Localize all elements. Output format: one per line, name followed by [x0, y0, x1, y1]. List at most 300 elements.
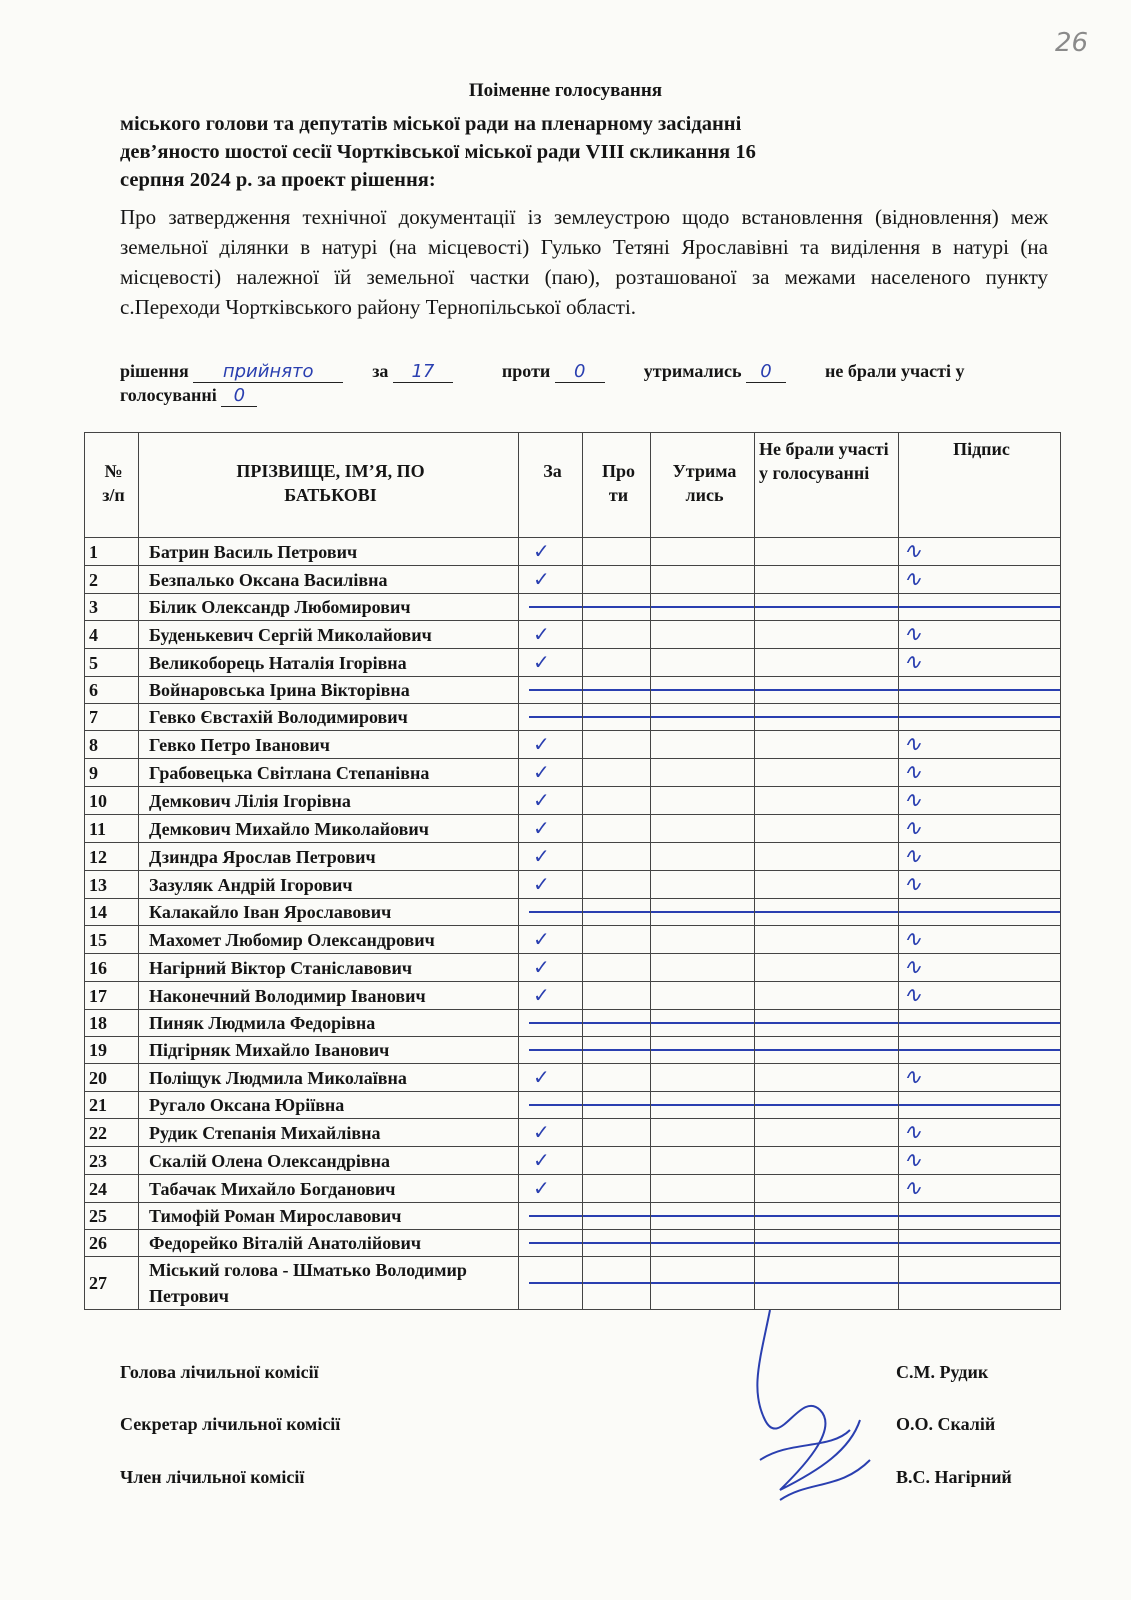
vote-against-cell	[583, 1147, 651, 1175]
row-number: 2	[85, 566, 139, 594]
deputy-name: Зазуляк Андрій Ігорович	[139, 871, 519, 899]
checkmark-icon: ✓	[533, 844, 550, 868]
vote-for-cell	[519, 982, 583, 1010]
not-voted-cell	[755, 954, 899, 982]
absent-dash-line	[529, 606, 583, 608]
vote-for-cell	[519, 1092, 583, 1119]
vote-for-cell	[519, 843, 583, 871]
not-voted-cell	[755, 1175, 899, 1203]
table-row	[85, 704, 1061, 731]
not-voted-cell	[755, 1147, 899, 1175]
absent-dash-line	[583, 1022, 651, 1024]
row-number: 11	[85, 815, 139, 843]
against-value: 0	[555, 362, 605, 383]
table-row	[85, 1092, 1061, 1119]
deputy-name: Войнаровська Ірина Вікторівна	[139, 677, 519, 704]
handwritten-signature-icon: ∿	[903, 759, 922, 785]
signature-cell	[899, 871, 1061, 899]
checkmark-icon: ✓	[533, 1120, 550, 1144]
checkmark-icon: ✓	[533, 650, 550, 674]
absent-dash-line	[755, 911, 899, 913]
deputy-name: Демкович Михайло Миколайович	[139, 815, 519, 843]
abstained-cell	[651, 787, 755, 815]
table-row	[85, 731, 1061, 759]
row-number: 23	[85, 1147, 139, 1175]
handwritten-signature-icon: ∿	[903, 843, 922, 869]
deputy-name: Ругало Оксана Юріївна	[139, 1092, 519, 1119]
header-line: серпня 2024 р. за проект рішення:	[120, 169, 436, 191]
not-voted-cell	[755, 621, 899, 649]
abstained-value: 0	[746, 362, 786, 383]
row-number: 7	[85, 704, 139, 731]
absent-dash-line	[583, 1215, 651, 1217]
vote-against-cell	[583, 1119, 651, 1147]
vote-for-cell	[519, 899, 583, 926]
checkmark-icon: ✓	[533, 927, 550, 951]
absent-dash-line	[899, 716, 1061, 718]
signature-cell	[899, 1230, 1061, 1257]
abstained-cell	[651, 566, 755, 594]
abstained-cell	[651, 731, 755, 759]
row-number: 13	[85, 871, 139, 899]
vote-against-cell	[583, 871, 651, 899]
vote-against-cell	[583, 704, 651, 731]
deputy-name: Безпалько Оксана Василівна	[139, 566, 519, 594]
absent-dash-line	[583, 716, 651, 718]
absent-dash-line	[899, 1215, 1061, 1217]
deputy-name: Батрин Василь Петрович	[139, 538, 519, 566]
vote-for-cell	[519, 704, 583, 731]
deputy-name: Міський голова - Шматько Володимир Петрович	[139, 1257, 519, 1310]
vote-against-cell	[583, 1037, 651, 1064]
table-row	[85, 1257, 1061, 1310]
not-voted-cell	[755, 815, 899, 843]
checkmark-icon: ✓	[533, 816, 550, 840]
decision-value: прийнято	[193, 362, 343, 383]
roll-call-table	[84, 432, 1061, 1310]
abstained-cell	[651, 1230, 755, 1257]
checkmark-icon: ✓	[533, 1148, 550, 1172]
row-number: 21	[85, 1092, 139, 1119]
vote-for-cell	[519, 621, 583, 649]
abstained-cell	[651, 1175, 755, 1203]
row-number: 15	[85, 926, 139, 954]
absent-dash-line	[651, 1282, 755, 1284]
vote-for-cell	[519, 1064, 583, 1092]
deputy-name: Нагірний Віктор Станіславович	[139, 954, 519, 982]
deputy-name: Наконечний Володимир Іванович	[139, 982, 519, 1010]
vote-for-cell	[519, 1147, 583, 1175]
absent-dash-line	[755, 716, 899, 718]
column-header-signature: Підпис	[899, 433, 1061, 538]
absent-dash-line	[899, 1049, 1061, 1051]
row-number: 22	[85, 1119, 139, 1147]
deputy-name: Калакайло Іван Ярославович	[139, 899, 519, 926]
abstained-cell	[651, 594, 755, 621]
commission-role: Член лічильної комісії	[120, 1467, 305, 1487]
vote-against-cell	[583, 926, 651, 954]
column-header-number: № з/п	[85, 433, 139, 538]
absent-dash-line	[529, 1242, 583, 1244]
commission-role: Секретар лічильної комісії	[120, 1414, 341, 1434]
vote-against-cell	[583, 787, 651, 815]
not-voted-cell	[755, 871, 899, 899]
document-title: Поіменне голосування	[468, 80, 663, 101]
vote-against-cell	[583, 982, 651, 1010]
absent-dash-line	[529, 1215, 583, 1217]
abstained-cell	[651, 843, 755, 871]
checkmark-icon: ✓	[533, 788, 550, 812]
vote-against-cell	[583, 566, 651, 594]
vote-for-cell	[519, 731, 583, 759]
column-header-not-voted: Не брали участі у голосуванні	[755, 433, 899, 538]
abstained-cell	[651, 982, 755, 1010]
for-value: 17	[393, 362, 453, 383]
row-number: 1	[85, 538, 139, 566]
absent-dash-line	[529, 1049, 583, 1051]
absent-dash-line	[755, 1242, 899, 1244]
table-row	[85, 787, 1061, 815]
commission-role: Голова лічильної комісії	[120, 1362, 319, 1382]
absent-dash-line	[755, 1282, 899, 1284]
table-header-row	[85, 433, 1061, 538]
vote-against-cell	[583, 759, 651, 787]
absent-dash-line	[529, 1282, 583, 1284]
row-number: 6	[85, 677, 139, 704]
abstained-cell	[651, 759, 755, 787]
absent-dash-line	[651, 1242, 755, 1244]
not-voted-cell	[755, 649, 899, 677]
absent-dash-line	[899, 911, 1061, 913]
column-header-against: Про ти	[583, 433, 651, 538]
abstained-cell	[651, 649, 755, 677]
not-voted-cell	[755, 1119, 899, 1147]
row-number: 26	[85, 1230, 139, 1257]
vote-for-cell	[519, 566, 583, 594]
signature-cell	[899, 899, 1061, 926]
vote-against-cell	[583, 1230, 651, 1257]
signature-cell	[899, 731, 1061, 759]
vote-for-cell	[519, 1037, 583, 1064]
table-row	[85, 871, 1061, 899]
vote-for-cell	[519, 871, 583, 899]
signature-cell	[899, 1010, 1061, 1037]
signature-cell	[899, 566, 1061, 594]
row-number: 19	[85, 1037, 139, 1064]
signature-cell	[899, 1064, 1061, 1092]
deputy-name: Підгірняк Михайло Іванович	[139, 1037, 519, 1064]
vote-against-cell	[583, 1175, 651, 1203]
not-voted-cell	[755, 566, 899, 594]
table-row	[85, 815, 1061, 843]
table-row	[85, 677, 1061, 704]
not-voted-label: не брали участі у голосуванні	[120, 361, 965, 405]
handwritten-signature-icon: ∿	[903, 815, 922, 841]
vote-against-cell	[583, 1203, 651, 1230]
vote-against-cell	[583, 538, 651, 566]
header-line: дев’яносто шостої сесії Чортківської міської ради VIII скликання 16	[120, 141, 756, 163]
absent-dash-line	[651, 1049, 755, 1051]
absent-dash-line	[899, 606, 1061, 608]
checkmark-icon: ✓	[533, 732, 550, 756]
absent-dash-line	[651, 689, 755, 691]
table-row	[85, 954, 1061, 982]
table-row	[85, 982, 1061, 1010]
for-label: за	[372, 361, 389, 381]
abstained-cell	[651, 621, 755, 649]
vote-for-cell	[519, 1119, 583, 1147]
not-voted-cell	[755, 1092, 899, 1119]
abstained-label: утримались	[643, 361, 742, 381]
checkmark-icon: ✓	[533, 539, 550, 563]
signature-cell	[899, 594, 1061, 621]
signature-cell	[899, 704, 1061, 731]
vote-result-line	[120, 359, 1048, 407]
commission-name: О.О. Скалій	[896, 1414, 996, 1434]
signature-cell	[899, 954, 1061, 982]
table-row	[85, 1064, 1061, 1092]
signature-cell	[899, 1119, 1061, 1147]
vote-for-cell	[519, 649, 583, 677]
abstained-cell	[651, 1010, 755, 1037]
row-number: 16	[85, 954, 139, 982]
deputy-name: Дзиндра Ярослав Петрович	[139, 843, 519, 871]
signature-cell	[899, 1175, 1061, 1203]
row-number: 14	[85, 899, 139, 926]
vote-against-cell	[583, 731, 651, 759]
handwritten-signature-icon: ∿	[903, 731, 922, 757]
vote-for-cell	[519, 815, 583, 843]
row-number: 5	[85, 649, 139, 677]
handwritten-signature-icon: ∿	[903, 1119, 922, 1145]
handwritten-signature-icon: ∿	[903, 649, 922, 675]
table-row	[85, 1175, 1061, 1203]
absent-dash-line	[583, 689, 651, 691]
abstained-cell	[651, 1147, 755, 1175]
absent-dash-line	[651, 716, 755, 718]
table-row	[85, 649, 1061, 677]
vote-for-cell	[519, 538, 583, 566]
signature-cell	[899, 982, 1061, 1010]
vote-against-cell	[583, 815, 651, 843]
checkmark-icon: ✓	[533, 760, 550, 784]
page-number: 26	[1055, 28, 1089, 58]
absent-dash-line	[651, 606, 755, 608]
abstained-cell	[651, 1257, 755, 1310]
signature-cell	[899, 759, 1061, 787]
absent-dash-line	[651, 1215, 755, 1217]
table-row	[85, 759, 1061, 787]
header-line: міського голови та депутатів міської ради на пленарному засіданні	[120, 113, 742, 135]
table-row	[85, 621, 1061, 649]
checkmark-icon: ✓	[533, 983, 550, 1007]
deputy-name: Махомет Любомир Олександрович	[139, 926, 519, 954]
column-header-abstained: Утрима лись	[651, 433, 755, 538]
not-voted-value: 0	[221, 386, 257, 407]
table-row	[85, 1119, 1061, 1147]
abstained-cell	[651, 1119, 755, 1147]
deputy-name: Білик Олександр Любомирович	[139, 594, 519, 621]
handwritten-signature-icon: ∿	[903, 1147, 922, 1173]
signature-cell	[899, 1147, 1061, 1175]
signature-cell	[899, 843, 1061, 871]
commission-name: В.С. Нагірний	[896, 1467, 1012, 1487]
signature-cell	[899, 1257, 1061, 1310]
not-voted-cell	[755, 1010, 899, 1037]
absent-dash-line	[583, 1242, 651, 1244]
abstained-cell	[651, 538, 755, 566]
vote-for-cell	[519, 677, 583, 704]
abstained-cell	[651, 954, 755, 982]
abstained-cell	[651, 704, 755, 731]
row-number: 18	[85, 1010, 139, 1037]
vote-against-cell	[583, 1064, 651, 1092]
checkmark-icon: ✓	[533, 872, 550, 896]
not-voted-cell	[755, 538, 899, 566]
handwritten-signature-icon: ∿	[903, 982, 922, 1008]
vote-for-cell	[519, 1175, 583, 1203]
signature-cell	[899, 1203, 1061, 1230]
commission-signatures	[740, 1300, 880, 1535]
absent-dash-line	[583, 1282, 651, 1284]
row-number: 3	[85, 594, 139, 621]
absent-dash-line	[755, 689, 899, 691]
not-voted-cell	[755, 1064, 899, 1092]
absent-dash-line	[899, 1242, 1061, 1244]
not-voted-cell	[755, 982, 899, 1010]
table-row	[85, 566, 1061, 594]
absent-dash-line	[899, 1104, 1061, 1106]
vote-for-cell	[519, 1203, 583, 1230]
handwritten-signature-icon	[740, 1300, 880, 1530]
deputy-name: Федорейко Віталій Анатолійович	[139, 1230, 519, 1257]
row-number: 27	[85, 1257, 139, 1310]
signature-cell	[899, 621, 1061, 649]
absent-dash-line	[899, 1022, 1061, 1024]
not-voted-cell	[755, 926, 899, 954]
table-row	[85, 899, 1061, 926]
absent-dash-line	[583, 1049, 651, 1051]
handwritten-signature-icon: ∿	[903, 1064, 922, 1090]
absent-dash-line	[583, 606, 651, 608]
not-voted-cell	[755, 594, 899, 621]
absent-dash-line	[529, 716, 583, 718]
signature-cell	[899, 815, 1061, 843]
row-number: 4	[85, 621, 139, 649]
row-number: 10	[85, 787, 139, 815]
deputy-name: Гевко Євстахій Володимирович	[139, 704, 519, 731]
absent-dash-line	[755, 1022, 899, 1024]
row-number: 17	[85, 982, 139, 1010]
handwritten-signature-icon: ∿	[903, 621, 922, 647]
row-number: 25	[85, 1203, 139, 1230]
abstained-cell	[651, 815, 755, 843]
signature-cell	[899, 677, 1061, 704]
commission-name: С.М. Рудик	[896, 1362, 989, 1382]
vote-against-cell	[583, 954, 651, 982]
abstained-cell	[651, 871, 755, 899]
absent-dash-line	[529, 911, 583, 913]
vote-against-cell	[583, 677, 651, 704]
vote-against-cell	[583, 1092, 651, 1119]
deputy-name: Рудик Степанія Михайлівна	[139, 1119, 519, 1147]
table-row	[85, 843, 1061, 871]
handwritten-signature-icon: ∿	[903, 1175, 922, 1201]
absent-dash-line	[529, 689, 583, 691]
not-voted-cell	[755, 899, 899, 926]
vote-against-cell	[583, 621, 651, 649]
checkmark-icon: ✓	[533, 1176, 550, 1200]
abstained-cell	[651, 1203, 755, 1230]
row-number: 24	[85, 1175, 139, 1203]
deputy-name: Поліщук Людмила Миколаївна	[139, 1064, 519, 1092]
not-voted-cell	[755, 731, 899, 759]
not-voted-cell	[755, 843, 899, 871]
not-voted-cell	[755, 759, 899, 787]
table-row	[85, 594, 1061, 621]
row-number: 20	[85, 1064, 139, 1092]
deputy-name: Грабовецька Світлана Степанівна	[139, 759, 519, 787]
column-header-name: ПРІЗВИЩЕ, ІМ’Я, ПО БАТЬКОВІ	[139, 433, 519, 538]
deputy-name: Скалій Олена Олександрівна	[139, 1147, 519, 1175]
absent-dash-line	[899, 689, 1061, 691]
vote-against-cell	[583, 1010, 651, 1037]
not-voted-cell	[755, 1230, 899, 1257]
vote-against-cell	[583, 899, 651, 926]
abstained-cell	[651, 926, 755, 954]
vote-for-cell	[519, 759, 583, 787]
vote-for-cell	[519, 1010, 583, 1037]
handwritten-signature-icon: ∿	[903, 926, 922, 952]
column-header-for: За	[519, 433, 583, 538]
signature-cell	[899, 1037, 1061, 1064]
absent-dash-line	[755, 1104, 899, 1106]
decision-label: рішення	[120, 361, 189, 381]
signature-cell	[899, 538, 1061, 566]
deputy-name: Демкович Лілія Ігорівна	[139, 787, 519, 815]
absent-dash-line	[755, 606, 899, 608]
signature-cell	[899, 649, 1061, 677]
table-row	[85, 926, 1061, 954]
document-header	[120, 110, 1040, 194]
signature-cell	[899, 787, 1061, 815]
vote-for-cell	[519, 1257, 583, 1310]
absent-dash-line	[899, 1282, 1061, 1284]
table-row	[85, 1147, 1061, 1175]
abstained-cell	[651, 899, 755, 926]
table-row	[85, 1010, 1061, 1037]
absent-dash-line	[651, 911, 755, 913]
table-row	[85, 1230, 1061, 1257]
deputy-name: Буденькевич Сергій Миколайович	[139, 621, 519, 649]
vote-against-cell	[583, 649, 651, 677]
absent-dash-line	[755, 1215, 899, 1217]
handwritten-signature-icon: ∿	[903, 787, 922, 813]
vote-for-cell	[519, 954, 583, 982]
not-voted-cell	[755, 677, 899, 704]
deputy-name: Табачак Михайло Богданович	[139, 1175, 519, 1203]
row-number: 9	[85, 759, 139, 787]
checkmark-icon: ✓	[533, 1065, 550, 1089]
deputy-name: Великоборець Наталія Ігорівна	[139, 649, 519, 677]
handwritten-signature-icon: ∿	[903, 954, 922, 980]
vote-for-cell	[519, 1230, 583, 1257]
absent-dash-line	[755, 1049, 899, 1051]
handwritten-signature-icon: ∿	[903, 871, 922, 897]
not-voted-cell	[755, 1037, 899, 1064]
table-row	[85, 538, 1061, 566]
against-label: проти	[501, 361, 551, 381]
